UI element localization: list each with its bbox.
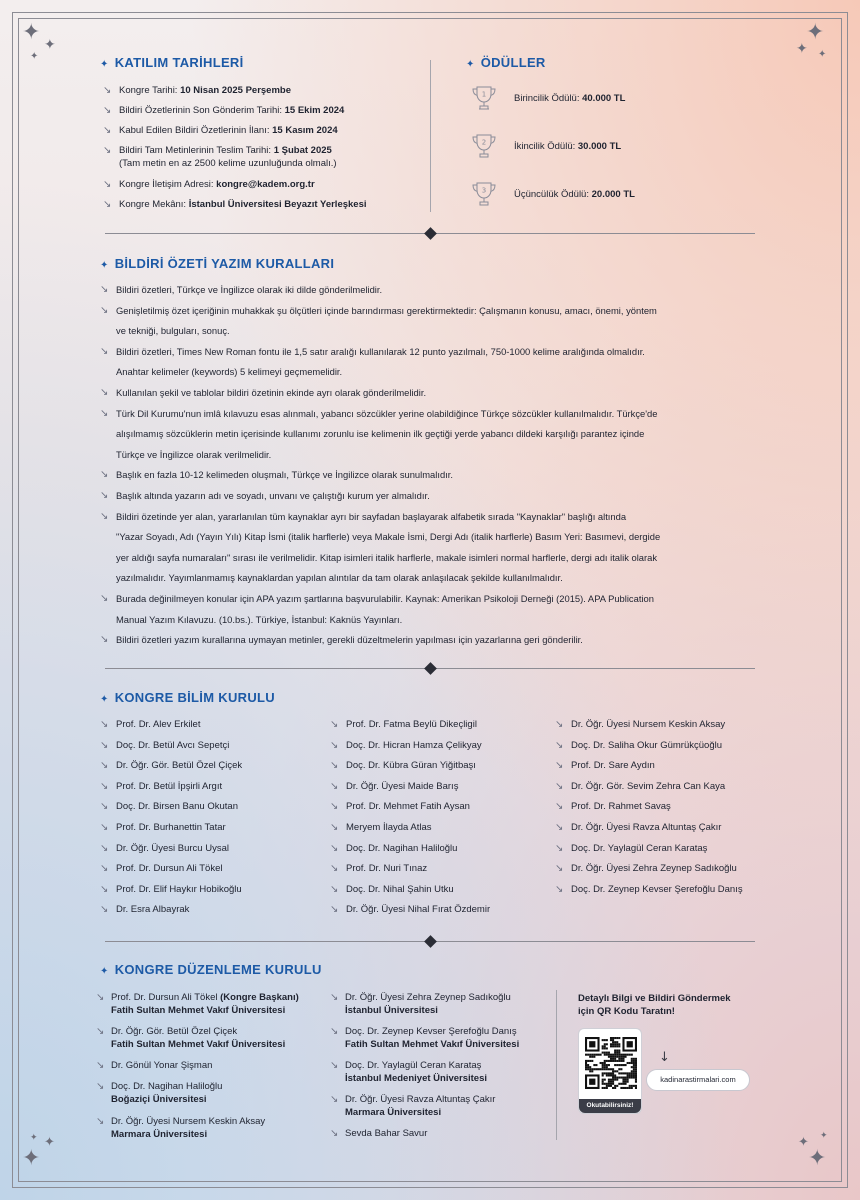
rule-line: [100, 424, 760, 445]
organizer-item: [96, 992, 331, 1017]
arrow-icon: ↘: [103, 105, 112, 116]
member-name: Prof. Dr. Sare Aydın: [571, 760, 655, 772]
date-label: Kongre İletişim Adresi:: [119, 179, 217, 190]
qr-label: Okutabilirsiniz!: [579, 1099, 641, 1113]
arrow-icon: ↘: [100, 760, 109, 772]
date-value: 1 Şubat 2025: [273, 145, 332, 156]
award-label: Üçüncülük Ödülü:: [514, 188, 592, 200]
organizer-item: [96, 1026, 331, 1051]
rule-line: [100, 507, 760, 528]
rules-title: [100, 256, 334, 271]
member-name: Prof. Dr. Mehmet Fatih Aysan: [346, 801, 470, 813]
arrow-icon: ↘: [330, 780, 339, 792]
rule-line: [100, 301, 760, 322]
rule-line: [100, 321, 760, 342]
member-item: [330, 736, 555, 757]
arrow-icon: ↘: [330, 842, 339, 854]
science-title: [100, 690, 275, 705]
sparkle-icon: ✦: [818, 49, 827, 60]
qr-heading-line2: için QR Kodu Taratın!: [578, 1006, 675, 1017]
arrow-icon: ↘: [100, 842, 109, 854]
arrow-spacer: [100, 527, 116, 548]
member-name: Dr. Öğr. Üyesi Nursem Keskin Aksay: [571, 719, 726, 730]
science-column-3: [555, 715, 780, 900]
organizer-item: [330, 992, 545, 1017]
member-name: Doç. Dr. Yaylagül Ceran Karataş: [571, 842, 708, 854]
member-item: [555, 797, 780, 818]
date-item-congress: [103, 84, 291, 97]
member-name: Dr. Öğr. Gör. Sevim Zehra Can Kaya: [571, 780, 726, 792]
member-item: [555, 736, 780, 757]
arrow-icon: ↘: [103, 85, 112, 96]
date-value: 15 Kasım 2024: [272, 125, 338, 136]
rule-text: "Yazar Soyadı, Adı (Yayın Yılı) Kitap İsmi (italik harflerle) veya Makale İsmi, Dergi Adı (italik harflerle) Basım Yeri: Basımevi, dergide: [116, 531, 661, 543]
arrow-icon: ↘: [96, 1026, 105, 1037]
date-value: İstanbul Üniversitesi Beyazıt Yerleşkesi: [188, 199, 367, 210]
member-name: Prof. Dr. Dursun Ali Tökel: [116, 863, 223, 875]
rule-line: [100, 486, 760, 507]
award-third: [470, 180, 635, 208]
member-item: [555, 756, 780, 777]
date-label: Kongre Tarihi:: [119, 85, 181, 96]
arrow-icon: ↘: [100, 904, 109, 916]
trophy-rank: 2: [481, 138, 487, 147]
top-column-divider: [430, 60, 431, 212]
organizer-row: [330, 1128, 545, 1141]
member-name: Dr. Öğr. Üyesi Nihal Fırat Özdemir: [346, 904, 491, 916]
organizer-name: [345, 1128, 427, 1141]
organizer-item: [330, 1094, 545, 1119]
arrow-icon: ↘: [103, 199, 112, 210]
organizer-row: [330, 1060, 545, 1073]
member-name: Dr. Öğr. Üyesi Ravza Altuntaş Çakır: [571, 821, 722, 833]
rule-line: [100, 465, 760, 486]
rule-text: alışılmamış sözcüklerin metin içerisinde kullanımı zorunlu ise kelimenin ilk geçtiği yerde yabancı dildeki karşılığı parantez içinde: [116, 428, 645, 440]
arrow-icon: ↘: [555, 719, 564, 730]
member-item: [330, 715, 555, 736]
science-column-2: [330, 715, 555, 921]
arrow-spacer: [100, 321, 116, 342]
rule-line: [100, 445, 760, 466]
member-name: Dr. Öğr. Üyesi Burcu Uysal: [116, 842, 229, 854]
arrow-icon: ↘: [100, 469, 109, 481]
arrow-icon: ↘: [555, 883, 564, 895]
arrow-icon: ↘: [100, 719, 109, 730]
rule-line: [100, 280, 760, 301]
organizer-institution: Marmara Üniversitesi: [345, 1106, 442, 1118]
arrow-icon: ↘: [330, 1094, 339, 1105]
arrow-spacer: [100, 362, 116, 383]
arrow-icon: ↘: [96, 1060, 105, 1071]
date-item-acceptance: [103, 124, 338, 137]
organizer-item: [330, 1060, 545, 1085]
qr-code-icon: [585, 1037, 637, 1089]
organizer-row: [96, 1060, 331, 1073]
member-item: [100, 715, 325, 736]
sparkle-icon: ✦: [30, 1133, 38, 1143]
rules-list: [100, 280, 760, 651]
member-name: Prof. Dr. Betül İpşirli Argıt: [116, 780, 223, 792]
sparkle-icon: ✦: [22, 1146, 41, 1171]
organizer-row: [330, 1094, 545, 1107]
organizer-institution: Boğaziçi Üniversitesi: [111, 1093, 207, 1105]
organizer-name-text: Prof. Dr. Dursun Ali Tökel: [111, 992, 221, 1003]
organizing-title: [100, 962, 322, 977]
arrow-spacer: [100, 610, 116, 631]
arrow-icon: ↘: [100, 883, 109, 895]
arrow-icon: ↘: [100, 345, 109, 357]
arrow-icon: ↘: [100, 284, 109, 295]
qr-heading: [578, 992, 768, 1018]
member-item: [330, 797, 555, 818]
organizer-row: [96, 1116, 331, 1129]
arrow-icon: ↘: [555, 863, 564, 875]
member-item: [100, 818, 325, 839]
organizer-item: [96, 1081, 331, 1106]
award-second: [470, 132, 621, 160]
organizer-name: [111, 992, 299, 1005]
date-item-venue: [103, 198, 367, 211]
title-star-icon: ✦: [100, 260, 109, 271]
organizer-item: [330, 1128, 545, 1141]
rule-line: [100, 630, 760, 651]
title-star-icon: ✦: [100, 694, 109, 705]
arrow-icon: ↘: [100, 739, 109, 751]
rule-line: [100, 342, 760, 363]
member-item: [555, 818, 780, 839]
organizer-name: [345, 1026, 517, 1039]
member-name: Prof. Dr. Elif Haykır Hobikoğlu: [116, 883, 242, 895]
organizer-row: [96, 1026, 331, 1039]
arrow-icon: ↘: [330, 904, 339, 916]
qr-code[interactable]: [578, 1028, 642, 1114]
member-item: [100, 736, 325, 757]
date-label: Kongre Mekânı:: [119, 199, 189, 210]
arrow-icon: ↘: [96, 992, 105, 1003]
award-value: 30.000 TL: [577, 140, 622, 152]
member-name: Prof. Dr. Rahmet Savaş: [571, 801, 671, 813]
arrow-icon: ↘: [100, 634, 109, 646]
sparkle-icon: ✦: [820, 1131, 828, 1141]
title-star-icon: ✦: [466, 59, 475, 70]
member-name: Doç. Dr. Nihal Şahin Utku: [346, 883, 454, 895]
member-item: [555, 880, 780, 901]
dates-title: [100, 55, 244, 70]
arrow-icon: ↘: [555, 821, 564, 833]
member-name: Dr. Öğr. Gör. Betül Özel Çiçek: [116, 760, 243, 772]
rule-text: yazılmalıdır. Yayımlanmamış kaynaklardan yapılan alıntılar da tam olarak anlaşılacak şekilde kullanılmalıdır.: [116, 572, 563, 584]
member-item: [100, 900, 325, 921]
arrow-spacer: [100, 548, 116, 569]
member-name: Doç. Dr. Saliha Okur Gümrükçüoğlu: [571, 739, 723, 751]
awards-title-text: ÖDÜLLER: [480, 55, 546, 70]
organizer-name-text: Dr. Öğr. Üyesi Nursem Keskin Aksay: [111, 1116, 266, 1127]
member-name: Doç. Dr. Zeynep Kevser Şerefoğlu Danış: [571, 883, 743, 895]
organizer-name-text: Dr. Öğr. Üyesi Ravza Altuntaş Çakır: [345, 1094, 496, 1105]
organizer-name: [345, 1060, 481, 1073]
arrow-icon: ↘: [330, 1026, 339, 1037]
arrow-icon: ↘: [96, 1116, 105, 1127]
member-name: Dr. Öğr. Üyesi Maide Barış: [346, 780, 459, 792]
rule-text: Kullanılan şekil ve tablolar bildiri özetinin ekinde ayrı olarak gönderilmelidir.: [116, 386, 427, 398]
date-value: 15 Ekim 2024: [284, 105, 345, 116]
organizer-row: [96, 1081, 331, 1094]
sparkle-icon: ✦: [806, 20, 825, 45]
organizer-row: [96, 992, 331, 1005]
arrow-icon: ↘: [330, 883, 339, 895]
member-item: [555, 777, 780, 798]
organizer-name-text: Doç. Dr. Yaylagül Ceran Karataş: [345, 1060, 482, 1071]
dates-title-text: KATILIM TARİHLERİ: [114, 55, 244, 70]
date-note: (Tam metin en az 2500 kelime uzunluğunda olmalı.): [119, 158, 337, 169]
organizer-item: [330, 1026, 545, 1051]
member-item: [330, 777, 555, 798]
arrow-icon: ↘: [330, 992, 339, 1003]
contact-email-link[interactable]: kongre@kadem.org.tr: [216, 179, 315, 190]
arrow-icon: ↘: [555, 801, 564, 813]
rule-text: ve tekniği, bulguları, sonuç.: [116, 325, 230, 337]
rule-line: [100, 589, 760, 610]
bottom-column-divider: [556, 990, 557, 1140]
member-item: [555, 839, 780, 860]
arrow-spacer: [100, 445, 116, 466]
award-label: Birincilik Ödülü:: [514, 92, 583, 104]
date-label: Bildiri Özetlerinin Son Gönderim Tarihi:: [119, 105, 285, 116]
organizer-institution: İstanbul Medeniyet Üniversitesi: [345, 1072, 488, 1084]
organizer-name: [111, 1026, 237, 1039]
organizer-name-text: Dr. Gönül Yonar Şişman: [111, 1060, 213, 1071]
member-item: [100, 859, 325, 880]
organizer-name: [111, 1116, 265, 1129]
arrow-icon: ↘: [330, 739, 339, 751]
rule-line: [100, 383, 760, 404]
member-item: [330, 818, 555, 839]
member-name: Prof. Dr. Fatma Beylü Dikeçligil: [346, 719, 477, 730]
organizer-name-text: Dr. Öğr. Gör. Betül Özel Çiçek: [111, 1026, 238, 1037]
arrow-icon: ↘: [330, 719, 339, 730]
title-star-icon: ✦: [100, 966, 109, 977]
awards-title: [466, 55, 546, 70]
arrow-icon: ↘: [555, 739, 564, 751]
arrow-icon: ↘: [555, 760, 564, 772]
arrow-icon: ↘: [330, 801, 339, 813]
rule-text: Bildiri özetinde yer alan, yararlanılan tüm kaynaklar ayrı bir sayfadan başlayarak alfabetik sırada "Kaynaklar" başlığı altında: [116, 510, 627, 522]
rule-text: Genişletilmiş özet içeriğinin muhakkak şu ölçütleri içinde barındırması gerektirmektedir: Çalışmanın konusu, amacı, önemi, yöntem: [116, 304, 657, 316]
rule-text: Bildiri özetleri yazım kurallarına uymayan metinler, gerekli düzeltmelerin yapılması için yazarlarına geri gönderilir.: [116, 634, 583, 646]
member-name: Doç. Dr. Birsen Banu Okutan: [116, 801, 238, 813]
sparkle-icon: ✦: [44, 37, 56, 53]
rule-line: [100, 527, 760, 548]
rule-line: [100, 568, 760, 589]
arrow-icon: ↘: [100, 489, 109, 501]
member-item: [330, 880, 555, 901]
organizer-role: (Kongre Başkanı): [220, 992, 299, 1003]
arrow-icon: ↘: [100, 510, 109, 522]
website-link[interactable]: kadinarastirmalari.com: [646, 1069, 750, 1091]
date-value: 10 Nisan 2025 Perşembe: [180, 85, 291, 96]
date-item-fulltext: [103, 144, 337, 170]
organizing-title-text: KONGRE DÜZENLEME KURULU: [114, 962, 322, 977]
member-name: Dr. Öğr. Üyesi Zehra Zeynep Sadıkoğlu: [571, 863, 737, 875]
trophy-rank: 3: [481, 186, 487, 195]
organizer-institution: Fatih Sultan Mehmet Vakıf Üniversitesi: [345, 1038, 520, 1050]
member-name: Prof. Dr. Alev Erkilet: [116, 719, 201, 730]
sparkle-icon: ✦: [22, 20, 41, 45]
arrow-spacer: [100, 424, 116, 445]
date-item-contact: [103, 178, 315, 191]
arrow-icon: ↘: [100, 304, 109, 316]
title-star-icon: ✦: [100, 59, 109, 70]
down-arrow-icon: ↓: [659, 1050, 670, 1065]
trophy-icon: [470, 132, 498, 160]
rule-text: Başlık altında yazarın adı ve soyadı, unvanı ve çalıştığı kurum yer almalıdır.: [116, 489, 430, 501]
arrow-spacer: [100, 568, 116, 589]
member-item: [100, 777, 325, 798]
member-item: [100, 880, 325, 901]
arrow-icon: ↘: [96, 1081, 105, 1092]
arrow-icon: ↘: [330, 1060, 339, 1071]
date-item-abstract-deadline: [103, 104, 344, 117]
award-first: [470, 84, 625, 112]
organizer-row: [330, 992, 545, 1005]
rule-line: [100, 610, 760, 631]
sparkle-icon: ✦: [44, 1135, 55, 1150]
trophy-icon: [470, 84, 498, 112]
arrow-icon: ↘: [100, 863, 109, 875]
member-item: [100, 839, 325, 860]
date-label: Bildiri Tam Metinlerinin Teslim Tarihi:: [119, 145, 274, 156]
science-title-text: KONGRE BİLİM KURULU: [114, 690, 275, 705]
arrow-icon: ↘: [100, 386, 109, 398]
arrow-icon: ↘: [100, 407, 109, 419]
member-item: [555, 715, 780, 736]
organizer-name-text: Sevda Bahar Savur: [345, 1128, 428, 1139]
arrow-icon: ↘: [330, 1128, 339, 1139]
arrow-icon: ↘: [330, 821, 339, 833]
trophy-rank: 1: [481, 90, 487, 99]
rule-text: Bildiri özetleri, Türkçe ve İngilizce olarak iki dilde gönderilmelidir.: [116, 284, 383, 295]
date-label: Kabul Edilen Bildiri Özetlerinin İlanı:: [119, 125, 273, 136]
organizer-item: [96, 1116, 331, 1141]
award-label: İkincilik Ödülü:: [514, 140, 578, 152]
organizer-institution: İstanbul Üniversitesi: [345, 1004, 438, 1016]
rule-text: Bildiri özetleri, Times New Roman fontu ile 1,5 satır aralığı kullanılarak 12 punto yazılmalı, 750-1000 kelime aralığında olmalıdır.: [116, 345, 645, 357]
organizer-name: [111, 1081, 222, 1094]
organizer-name: [345, 992, 511, 1005]
organizer-item: [96, 1060, 331, 1073]
member-item: [330, 839, 555, 860]
sparkle-icon: ✦: [30, 51, 39, 62]
science-column-1: [100, 715, 325, 921]
arrow-icon: ↘: [100, 780, 109, 792]
member-item: [100, 756, 325, 777]
member-name: Doç. Dr. Nagihan Haliloğlu: [346, 842, 458, 854]
member-name: Dr. Esra Albayrak: [116, 904, 190, 916]
arrow-icon: ↘: [100, 801, 109, 813]
organizer-institution: Marmara Üniversitesi: [111, 1128, 208, 1140]
rule-line: [100, 548, 760, 569]
sparkle-icon: ✦: [808, 1146, 827, 1171]
arrow-icon: ↘: [103, 145, 112, 156]
award-value: 20.000 TL: [591, 188, 635, 200]
organizer-name: [111, 1060, 212, 1073]
arrow-icon: ↘: [100, 592, 109, 604]
organizer-name-text: Doç. Dr. Zeynep Kevser Şerefoğlu Danış: [345, 1026, 517, 1037]
rule-text: yer aldığı sayfa numaraları" sırası ile verilmelidir. Kitap isimleri italik harflerle, makale isimleri normal harflerle, dergi adı italik olarak: [116, 551, 658, 563]
trophy-icon: [470, 180, 498, 208]
rule-line: [100, 404, 760, 425]
rule-text: Burada değinilmeyen konular için APA yazım şartlarına başvurulabilir. Kaynak: Amerikan Psikoloji Derneği (2015). APA Publication: [116, 592, 654, 604]
arrow-icon: ↘: [555, 842, 564, 854]
qr-heading-line1: Detaylı Bilgi ve Bildiri Göndermek: [578, 993, 731, 1004]
arrow-icon: ↘: [330, 863, 339, 875]
rule-text: Manual Yazım Kılavuzu. (10.bs.). Türkiye, İstanbul: Kaknüs Yayınları.: [116, 613, 403, 625]
arrow-icon: ↘: [103, 179, 112, 190]
member-name: Doç. Dr. Kübra Güran Yiğitbaşı: [346, 760, 476, 772]
member-item: [330, 859, 555, 880]
sparkle-icon: ✦: [798, 1135, 809, 1150]
member-item: [100, 797, 325, 818]
rules-title-text: BİLDİRİ ÖZETİ YAZIM KURALLARI: [114, 256, 335, 271]
member-name: Doç. Dr. Hicran Hamza Çelikyay: [346, 739, 482, 751]
award-value: 40.000 TL: [582, 92, 626, 104]
rule-text: Türkçe ve İngilizce olarak verilmelidir.: [116, 448, 272, 460]
organizer-row: [330, 1026, 545, 1039]
sparkle-icon: ✦: [796, 41, 808, 57]
organizer-institution: Fatih Sultan Mehmet Vakıf Üniversitesi: [111, 1004, 286, 1016]
organizer-institution: Fatih Sultan Mehmet Vakıf Üniversitesi: [111, 1038, 286, 1050]
member-name: Doç. Dr. Betül Avcı Sepetçi: [116, 739, 230, 751]
member-item: [330, 900, 555, 921]
member-name: Meryem İlayda Atlas: [346, 821, 432, 833]
organizer-name-text: Dr. Öğr. Üyesi Zehra Zeynep Sadıkoğlu: [345, 992, 511, 1003]
organizer-name: [345, 1094, 495, 1107]
arrow-icon: ↘: [555, 780, 564, 792]
arrow-icon: ↘: [330, 760, 339, 772]
member-name: Prof. Dr. Nuri Tınaz: [346, 863, 428, 875]
arrow-icon: ↘: [103, 125, 112, 136]
organizer-name-text: Doç. Dr. Nagihan Haliloğlu: [111, 1081, 223, 1092]
arrow-icon: ↘: [100, 821, 109, 833]
rule-text: Anahtar kelimeler (keywords) 5 kelimeyi geçmemelidir.: [116, 366, 343, 378]
rule-text: Başlık en fazla 10-12 kelimeden oluşmalı, Türkçe ve İngilizce olarak sunulmalıdır.: [116, 469, 453, 481]
rule-text: Türk Dil Kurumu'nun imlâ kılavuzu esas alınmalı, yabancı sözcükler yerine olabildiğince Türkçe sözcükler kullanılmalıdır. Türkçe'de: [116, 407, 658, 419]
member-item: [330, 756, 555, 777]
rule-line: [100, 362, 760, 383]
member-item: [555, 859, 780, 880]
member-name: Prof. Dr. Burhanettin Tatar: [116, 821, 226, 833]
